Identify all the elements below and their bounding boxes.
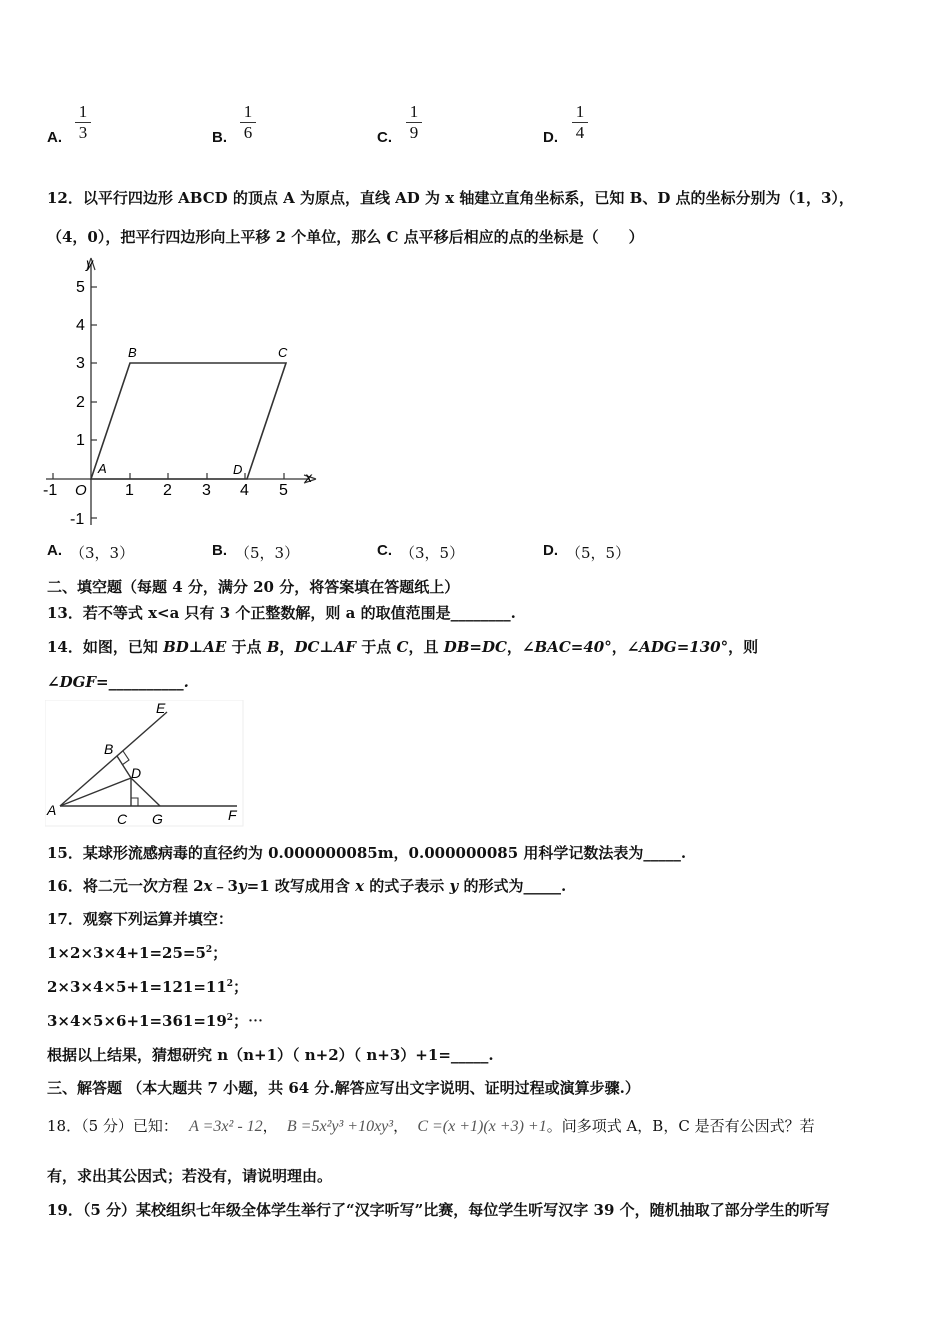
q13-text: 13．若不等式 x<a 只有 3 个正整数解，则 a 的取值范围是________. (47, 604, 516, 622)
option-c-fraction: 1 9 (406, 103, 422, 142)
coordinate-graph (40, 250, 330, 532)
x-tick-1: 1 (125, 482, 134, 499)
q18-line2: 有，求出其公因式；若没有，请说明理由。 (47, 1167, 333, 1185)
option-d-fraction: 1 4 (572, 103, 588, 142)
q12-option-c-text: （3，5） (400, 544, 465, 562)
q14-line1: 14．如图，已知 BD⊥AE 于点 B，DC⊥AF 于点 C，且 DB=DC，∠BAC=40°，∠ADG=130°，则 (47, 638, 759, 656)
right-angle-c (131, 798, 138, 806)
y-tick-5: 5 (76, 279, 85, 296)
y-tick-1: 1 (76, 432, 85, 449)
q12-option-a-letter: A. (47, 542, 62, 559)
q18-line1: 18．（5 分）已知： A =3x² - 12， B =5x²y³ +10xy³， C =(x +1)(x +3) +1。问多项式 A，B，C 是否有公因式？若 (47, 1117, 815, 1135)
right-angle-b (122, 751, 129, 765)
line-dg (131, 778, 160, 806)
option-d-letter: D. (543, 129, 558, 146)
label-c: C (117, 811, 128, 827)
option-c-letter: C. (377, 129, 392, 146)
q15-text: 15．某球形流感病毒的直径约为 0.000000085m，0.000000085 用科学记数法表为_____. (47, 844, 687, 862)
y-tick-neg1: -1 (70, 511, 85, 528)
q12-option-d-letter: D. (543, 542, 558, 559)
option-a-letter: A. (47, 129, 62, 146)
x-tick-neg1: -1 (43, 482, 58, 499)
point-b-label: B (128, 345, 137, 360)
x-tick-4: 4 (240, 482, 249, 499)
point-c-label: C (278, 345, 288, 360)
x-tick-2: 2 (163, 482, 172, 499)
q14-line2: ∠DGF=__________. (47, 673, 189, 691)
angle-figure (45, 700, 250, 828)
q12-option-b-text: （5，3） (235, 544, 300, 562)
x-tick-5: 5 (279, 482, 288, 499)
line-ad (60, 778, 131, 806)
q12-option-d-text: （5，5） (566, 544, 631, 562)
q17-guess: 根据以上结果，猜想研究 n（n+1）（ n+2）（ n+3）+1=_____. (47, 1046, 494, 1064)
q12-option-a-text: （3，3） (70, 544, 135, 562)
q18-expression-c: C =(x +1)(x +3) +1 (417, 1118, 547, 1135)
label-d: D (131, 765, 142, 781)
label-a: A (47, 802, 57, 818)
option-a-fraction: 1 3 (75, 103, 91, 142)
y-tick-2: 2 (76, 394, 85, 411)
q12-option-c-letter: C. (377, 542, 392, 559)
option-b-fraction: 1 6 (240, 103, 256, 142)
option-b-letter: B. (212, 129, 227, 146)
section3-heading: 三、解答题 （本大题共 7 小题，共 64 分.解答应写出文字说明、证明过程或演算步骤.） (47, 1079, 640, 1097)
label-f: F (228, 807, 237, 823)
parallelogram-abcd (91, 363, 286, 479)
x-axis-label: x (305, 469, 312, 485)
q12-line1: 12．以平行四边形 ABCD 的顶点 A 为原点，直线 AD 为 x 轴建立直角坐标系，已知 B、D 点的坐标分别为（1，3）， (47, 189, 854, 207)
q18-expression-b: B =5x²y³ +10xy³ (286, 1118, 394, 1135)
q17-eq1: $1\times 2\times 3\times 4+1=25=5^2$； (47, 944, 228, 962)
y-tick-4: 4 (76, 317, 85, 334)
point-a-label: A (98, 461, 107, 476)
q17-eq3: $3\times 4\times 5\times 6+1=361=19^2$；⋯ (47, 1012, 264, 1030)
q17-title: 17．观察下列运算并填空： (47, 910, 233, 928)
x-tick-3: 3 (202, 482, 211, 499)
y-tick-marks (91, 287, 97, 518)
q17-eq2: $2\times 3\times 4\times 5+1=121=11^2$； (47, 978, 249, 996)
label-g: G (152, 811, 163, 827)
section2-heading: 二、填空题（每题 4 分，满分 20 分，将答案填在答题纸上） (47, 578, 460, 596)
q12-line2: （4，0），把平行四边形向上平移 2 个单位，那么 C 点平移后相应的点的坐标是（ ） (47, 228, 644, 246)
line-ae (60, 712, 167, 806)
q19-text: 19．（5 分）某校组织七年级全体学生举行了“汉字听写”比赛，每位学生听写汉字 39 个，随机抽取了部分学生的听写 (47, 1201, 830, 1219)
q18-expression-a: A =3x² - 12 (189, 1118, 263, 1135)
y-axis-label: y (86, 255, 93, 271)
origin-label: O (75, 482, 87, 499)
q16-text: 16．将二元一次方程 2x﹣3y=1 改写成用含 x 的式子表示 y 的形式为_____. (47, 877, 567, 895)
q12-option-b-letter: B. (212, 542, 227, 559)
y-tick-3: 3 (76, 355, 85, 372)
label-e: E (156, 700, 166, 716)
label-b: B (104, 741, 114, 757)
point-d-label: D (233, 462, 243, 477)
